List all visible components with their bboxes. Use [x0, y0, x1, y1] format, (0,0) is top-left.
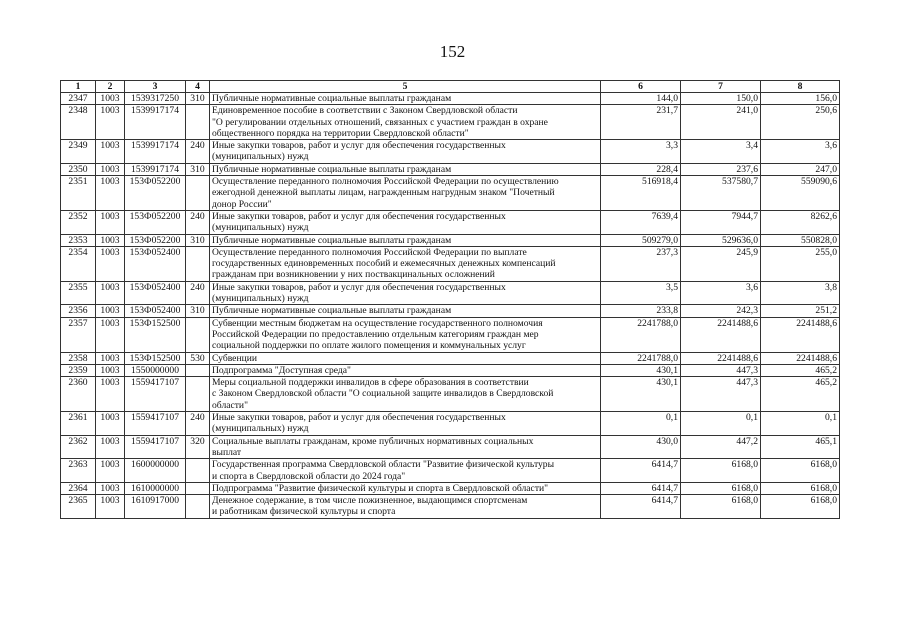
- amount-col7-cell: 245,9: [681, 246, 761, 281]
- expense-type-cell: [186, 459, 210, 483]
- item-name-line: Иные закупки товаров, работ и услуг для обеспечения государственных: [212, 140, 506, 152]
- row-number-cell: 2355: [61, 281, 96, 305]
- section-code-cell: 1003: [96, 364, 125, 376]
- item-name-line: с Законом Свердловской области "О социальной защите инвалидов в Свердловской: [212, 388, 554, 400]
- item-name-cell: [210, 234, 601, 246]
- item-name-cell: [210, 482, 601, 494]
- table-row: [61, 93, 840, 105]
- expense-type-cell: [186, 317, 210, 352]
- expense-type-cell: 240: [186, 412, 210, 436]
- item-name-line: Государственная программа Свердловской области "Развитие физической культуры: [212, 459, 555, 471]
- item-name-cell: [210, 495, 601, 519]
- row-number-cell: 2350: [61, 163, 96, 175]
- amount-col8-cell: 3,6: [761, 140, 840, 164]
- row-number-cell: 2361: [61, 412, 96, 436]
- section-code-cell: 1003: [96, 495, 125, 519]
- item-name-line: донор России": [212, 198, 272, 210]
- table-row: [61, 435, 840, 459]
- amount-col6-cell: 3,5: [601, 281, 681, 305]
- item-name-cell: [210, 364, 601, 376]
- amount-col6-cell: 144,0: [601, 93, 681, 105]
- budget-table: [60, 80, 840, 519]
- row-number-cell: 2365: [61, 495, 96, 519]
- item-name-cell: [210, 281, 601, 305]
- amount-col6-cell: 0,1: [601, 412, 681, 436]
- section-code-cell: 1003: [96, 234, 125, 246]
- amount-col8-cell: 247,0: [761, 163, 840, 175]
- section-code-cell: 1003: [96, 176, 125, 211]
- expense-type-cell: [186, 495, 210, 519]
- amount-col8-cell: 250,6: [761, 105, 840, 140]
- column-header: 5: [210, 81, 601, 93]
- table-row: [61, 305, 840, 317]
- amount-col8-cell: 2241488,6: [761, 352, 840, 364]
- amount-col7-cell: 150,0: [681, 93, 761, 105]
- row-number-cell: 2356: [61, 305, 96, 317]
- amount-col7-cell: 3,4: [681, 140, 761, 164]
- amount-col6-cell: 237,3: [601, 246, 681, 281]
- amount-col6-cell: 2241788,0: [601, 352, 681, 364]
- target-code-cell: 1539917174: [125, 163, 186, 175]
- section-code-cell: 1003: [96, 482, 125, 494]
- table-row: [61, 482, 840, 494]
- amount-col7-cell: 2241488,6: [681, 352, 761, 364]
- expense-type-cell: [186, 377, 210, 412]
- target-code-cell: 153Ф152500: [125, 352, 186, 364]
- target-code-cell: 153Ф052200: [125, 210, 186, 234]
- amount-col7-cell: 2241488,6: [681, 317, 761, 352]
- item-name-line: Социальные выплаты гражданам, кроме публичных нормативных социальных: [212, 435, 534, 447]
- item-name-line: Подпрограмма "Развитие физической культуры и спорта в Свердловской области": [212, 482, 549, 494]
- item-name-line: (муниципальных) нужд: [212, 222, 309, 234]
- section-code-cell: 1003: [96, 305, 125, 317]
- expense-type-cell: 320: [186, 435, 210, 459]
- table-row: [61, 412, 840, 436]
- target-code-cell: 153Ф052200: [125, 234, 186, 246]
- target-code-cell: 1539917174: [125, 140, 186, 164]
- item-name-cell: [210, 140, 601, 164]
- item-name-line: Меры социальной поддержки инвалидов в сфере образования в соответствии: [212, 377, 529, 389]
- expense-type-cell: 310: [186, 93, 210, 105]
- amount-col7-cell: 3,6: [681, 281, 761, 305]
- item-name-line: и спорта в Свердловской области до 2024 года": [212, 470, 406, 482]
- item-name-line: (муниципальных) нужд: [212, 293, 309, 305]
- amount-col7-cell: 6168,0: [681, 495, 761, 519]
- item-name-line: общественного порядка на территории Свердловской области": [212, 127, 469, 139]
- item-name-line: "О регулировании отдельных отношений, связанных с участием граждан в охране: [212, 116, 548, 128]
- item-name-line: Субвенции: [212, 352, 257, 364]
- item-name-cell: [210, 352, 601, 364]
- expense-type-cell: 240: [186, 140, 210, 164]
- target-code-cell: 1610000000: [125, 482, 186, 494]
- column-header: 7: [681, 81, 761, 93]
- amount-col8-cell: 3,8: [761, 281, 840, 305]
- table-row: [61, 459, 840, 483]
- item-name-line: Публичные нормативные социальные выплаты гражданам: [212, 234, 452, 246]
- target-code-cell: 153Ф052200: [125, 176, 186, 211]
- amount-col8-cell: 251,2: [761, 305, 840, 317]
- table-row: [61, 246, 840, 281]
- row-number-cell: 2353: [61, 234, 96, 246]
- column-header: 2: [96, 81, 125, 93]
- item-name-line: Денежное содержание, в том числе пожизненное, выдающимся спортсменам: [212, 495, 528, 507]
- amount-col7-cell: 7944,7: [681, 210, 761, 234]
- table-row: [61, 352, 840, 364]
- target-code-cell: 153Ф052400: [125, 305, 186, 317]
- table-row: [61, 377, 840, 412]
- amount-col8-cell: 550828,0: [761, 234, 840, 246]
- table-row: [61, 105, 840, 140]
- amount-col7-cell: 0,1: [681, 412, 761, 436]
- table-row: [61, 281, 840, 305]
- target-code-cell: 1559417107: [125, 412, 186, 436]
- target-code-cell: 1610917000: [125, 495, 186, 519]
- amount-col7-cell: 237,6: [681, 163, 761, 175]
- amount-col8-cell: 559090,6: [761, 176, 840, 211]
- target-code-cell: 1559417107: [125, 377, 186, 412]
- item-name-line: социальной поддержки по оплате жилого помещения и коммунальных услуг: [212, 340, 526, 352]
- expense-type-cell: [186, 482, 210, 494]
- item-name-cell: [210, 305, 601, 317]
- amount-col7-cell: 241,0: [681, 105, 761, 140]
- amount-col6-cell: 430,1: [601, 377, 681, 412]
- item-name-cell: [210, 459, 601, 483]
- item-name-cell: [210, 412, 601, 436]
- expense-type-cell: 530: [186, 352, 210, 364]
- item-name-cell: [210, 317, 601, 352]
- amount-col8-cell: 156,0: [761, 93, 840, 105]
- section-code-cell: 1003: [96, 317, 125, 352]
- item-name-cell: [210, 93, 601, 105]
- amount-col7-cell: 447,2: [681, 435, 761, 459]
- item-name-line: (муниципальных) нужд: [212, 151, 309, 163]
- amount-col6-cell: 3,3: [601, 140, 681, 164]
- table-row: [61, 176, 840, 211]
- column-header: 3: [125, 81, 186, 93]
- item-name-line: Единовременное пособие в соответствии с Законом Свердловской области: [212, 105, 518, 117]
- amount-col8-cell: 6168,0: [761, 482, 840, 494]
- item-name-cell: [210, 246, 601, 281]
- section-code-cell: 1003: [96, 412, 125, 436]
- item-name-line: и работникам физической культуры и спорта: [212, 506, 396, 518]
- amount-col6-cell: 6414,7: [601, 495, 681, 519]
- amount-col8-cell: 0,1: [761, 412, 840, 436]
- amount-col8-cell: 465,1: [761, 435, 840, 459]
- expense-type-cell: [186, 246, 210, 281]
- amount-col7-cell: 529636,0: [681, 234, 761, 246]
- item-name-line: Иные закупки товаров, работ и услуг для обеспечения государственных: [212, 281, 506, 293]
- table-row: [61, 317, 840, 352]
- amount-col6-cell: 231,7: [601, 105, 681, 140]
- section-code-cell: 1003: [96, 105, 125, 140]
- item-name-line: Публичные нормативные социальные выплаты гражданам: [212, 305, 452, 317]
- section-code-cell: 1003: [96, 352, 125, 364]
- table-row: [61, 210, 840, 234]
- page-number: 152: [439, 42, 466, 61]
- amount-col8-cell: 8262,6: [761, 210, 840, 234]
- item-name-cell: [210, 176, 601, 211]
- amount-col6-cell: 6414,7: [601, 482, 681, 494]
- target-code-cell: 1559417107: [125, 435, 186, 459]
- amount-col7-cell: 537580,7: [681, 176, 761, 211]
- row-number-cell: 2364: [61, 482, 96, 494]
- row-number-cell: 2351: [61, 176, 96, 211]
- row-number-cell: 2354: [61, 246, 96, 281]
- amount-col6-cell: 516918,4: [601, 176, 681, 211]
- amount-col8-cell: 255,0: [761, 246, 840, 281]
- item-name-cell: [210, 163, 601, 175]
- expense-type-cell: [186, 176, 210, 211]
- amount-col7-cell: 242,3: [681, 305, 761, 317]
- amount-col7-cell: 6168,0: [681, 459, 761, 483]
- item-name-line: Российской Федерации по предоставлению отдельным категориям граждан мер: [212, 328, 539, 340]
- item-name-line: ежегодной денежной выплаты лицам, награжденным нагрудным знаком "Почетный: [212, 187, 555, 199]
- section-code-cell: 1003: [96, 459, 125, 483]
- amount-col7-cell: 447,3: [681, 377, 761, 412]
- amount-col8-cell: 6168,0: [761, 459, 840, 483]
- column-header: 4: [186, 81, 210, 93]
- amount-col6-cell: 228,4: [601, 163, 681, 175]
- target-code-cell: 153Ф052400: [125, 281, 186, 305]
- table-row: [61, 495, 840, 519]
- amount-col8-cell: 465,2: [761, 377, 840, 412]
- section-code-cell: 1003: [96, 377, 125, 412]
- row-number-cell: 2358: [61, 352, 96, 364]
- target-code-cell: 1539317250: [125, 93, 186, 105]
- amount-col6-cell: 430,1: [601, 364, 681, 376]
- item-name-line: (муниципальных) нужд: [212, 423, 309, 435]
- row-number-cell: 2347: [61, 93, 96, 105]
- item-name-line: выплат: [212, 446, 242, 458]
- amount-col7-cell: 447,3: [681, 364, 761, 376]
- column-header: 6: [601, 81, 681, 93]
- item-name-cell: [210, 105, 601, 140]
- section-code-cell: 1003: [96, 140, 125, 164]
- amount-col8-cell: 465,2: [761, 364, 840, 376]
- row-number-cell: 2359: [61, 364, 96, 376]
- section-code-cell: 1003: [96, 163, 125, 175]
- item-name-line: Иные закупки товаров, работ и услуг для обеспечения государственных: [212, 210, 506, 222]
- target-code-cell: 1600000000: [125, 459, 186, 483]
- item-name-line: гражданам при возникновении у них поствакцинальных осложнений: [212, 269, 495, 281]
- table-row: [61, 163, 840, 175]
- item-name-line: Подпрограмма "Доступная среда": [212, 364, 351, 376]
- expense-type-cell: [186, 364, 210, 376]
- row-number-cell: 2362: [61, 435, 96, 459]
- section-code-cell: 1003: [96, 246, 125, 281]
- item-name-cell: [210, 377, 601, 412]
- item-name-line: Публичные нормативные социальные выплаты гражданам: [212, 163, 452, 175]
- column-header: 1: [61, 81, 96, 93]
- row-number-cell: 2363: [61, 459, 96, 483]
- amount-col6-cell: 2241788,0: [601, 317, 681, 352]
- amount-col6-cell: 6414,7: [601, 459, 681, 483]
- amount-col6-cell: 233,8: [601, 305, 681, 317]
- amount-col6-cell: 509279,0: [601, 234, 681, 246]
- section-code-cell: 1003: [96, 93, 125, 105]
- target-code-cell: 153Ф052400: [125, 246, 186, 281]
- header-row: [61, 81, 840, 93]
- section-code-cell: 1003: [96, 210, 125, 234]
- amount-col8-cell: 2241488,6: [761, 317, 840, 352]
- row-number-cell: 2349: [61, 140, 96, 164]
- target-code-cell: 1550000000: [125, 364, 186, 376]
- row-number-cell: 2348: [61, 105, 96, 140]
- expense-type-cell: 240: [186, 281, 210, 305]
- item-name-line: Осуществление переданного полномочия Российской Федерации по выплате: [212, 246, 527, 258]
- column-header: 8: [761, 81, 840, 93]
- section-code-cell: 1003: [96, 281, 125, 305]
- amount-col8-cell: 6168,0: [761, 495, 840, 519]
- expense-type-cell: 310: [186, 305, 210, 317]
- table-row: [61, 140, 840, 164]
- expense-type-cell: [186, 105, 210, 140]
- item-name-line: области": [212, 399, 248, 411]
- item-name-line: Иные закупки товаров, работ и услуг для обеспечения государственных: [212, 412, 506, 424]
- item-name-line: Субвенции местным бюджетам на осуществление государственного полномочия: [212, 317, 543, 329]
- expense-type-cell: 240: [186, 210, 210, 234]
- item-name-line: Публичные нормативные социальные выплаты гражданам: [212, 93, 452, 104]
- expense-type-cell: 310: [186, 234, 210, 246]
- item-name-cell: [210, 210, 601, 234]
- item-name-line: государственных единовременных пособий и ежемесячных денежных компенсаций: [212, 258, 556, 270]
- table-row: [61, 234, 840, 246]
- row-number-cell: 2352: [61, 210, 96, 234]
- row-number-cell: 2360: [61, 377, 96, 412]
- item-name-cell: [210, 435, 601, 459]
- section-code-cell: 1003: [96, 435, 125, 459]
- amount-col6-cell: 430,0: [601, 435, 681, 459]
- row-number-cell: 2357: [61, 317, 96, 352]
- amount-col6-cell: 7639,4: [601, 210, 681, 234]
- table-row: [61, 364, 840, 376]
- item-name-line: Осуществление переданного полномочия Российской Федерации по осуществлению: [212, 176, 559, 188]
- expense-type-cell: 310: [186, 163, 210, 175]
- target-code-cell: 153Ф152500: [125, 317, 186, 352]
- target-code-cell: 1539917174: [125, 105, 186, 140]
- amount-col7-cell: 6168,0: [681, 482, 761, 494]
